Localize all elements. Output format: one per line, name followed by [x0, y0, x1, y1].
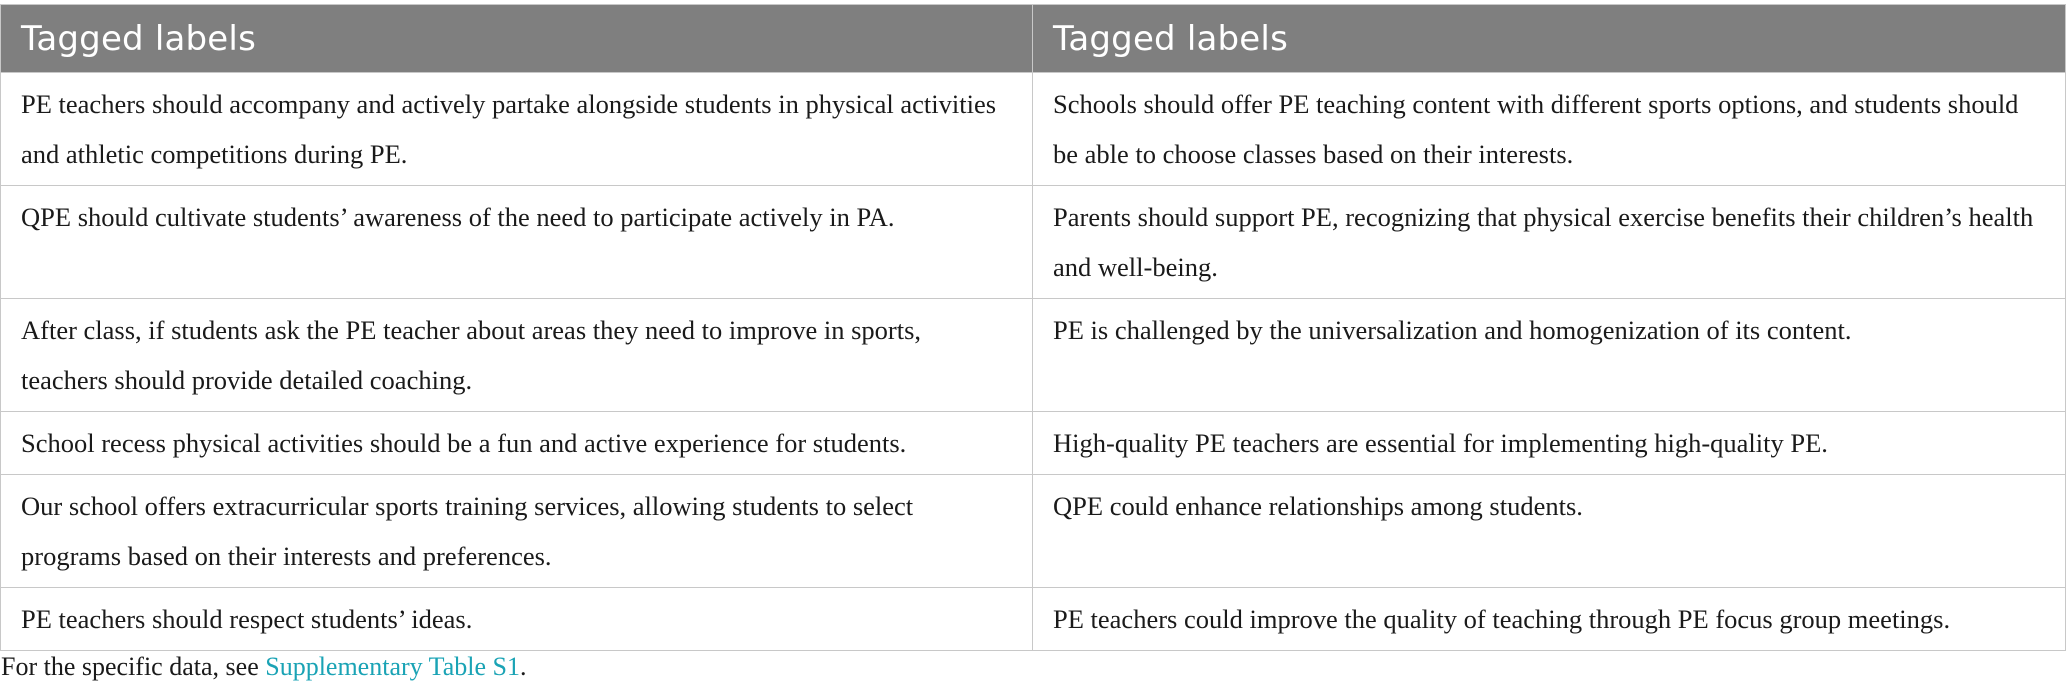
table-cell: School recess physical activities should be a fun and active experience for students. [1, 412, 1033, 475]
table-header-row [1, 5, 2066, 73]
table-row [1, 588, 2066, 651]
column-header-left: Tagged labels [1, 5, 1033, 73]
supplementary-table-link[interactable]: Supplementary Table S1 [265, 652, 521, 681]
table-cell: Parents should support PE, recognizing that physical exercise benefits their children’s health and well-being. [1033, 186, 2066, 299]
table-footnote [1, 652, 527, 682]
table-row [1, 412, 2066, 475]
tagged-labels-table [0, 4, 2066, 651]
table-row [1, 475, 2066, 588]
column-header-right: Tagged labels [1033, 5, 2066, 73]
table-cell: After class, if students ask the PE teacher about areas they need to improve in sports, teachers should provide detailed coaching. [1, 299, 1033, 412]
table-cell: QPE could enhance relationships among students. [1033, 475, 2066, 588]
table-cell: High-quality PE teachers are essential for implementing high-quality PE. [1033, 412, 2066, 475]
footnote-prefix: For the specific data, see [1, 652, 266, 681]
labels-table-container [0, 4, 2065, 651]
table-row [1, 299, 2066, 412]
table-row [1, 186, 2066, 299]
table-cell: PE is challenged by the universalization and homogenization of its content. [1033, 299, 2066, 412]
table-cell: PE teachers should respect students’ ideas. [1, 588, 1033, 651]
table-cell: PE teachers should accompany and actively partake alongside students in physical activities and athletic competitions during PE. [1, 73, 1033, 186]
table-cell: PE teachers could improve the quality of teaching through PE focus group meetings. [1033, 588, 2066, 651]
table-row [1, 73, 2066, 186]
table-cell: QPE should cultivate students’ awareness of the need to participate actively in PA. [1, 186, 1033, 299]
footnote-suffix: . [520, 652, 527, 681]
table-cell: Schools should offer PE teaching content with different sports options, and students should be able to choose classes based on their interests. [1033, 73, 2066, 186]
table-cell: Our school offers extracurricular sports training services, allowing students to select programs based on their interests and preferences. [1, 475, 1033, 588]
